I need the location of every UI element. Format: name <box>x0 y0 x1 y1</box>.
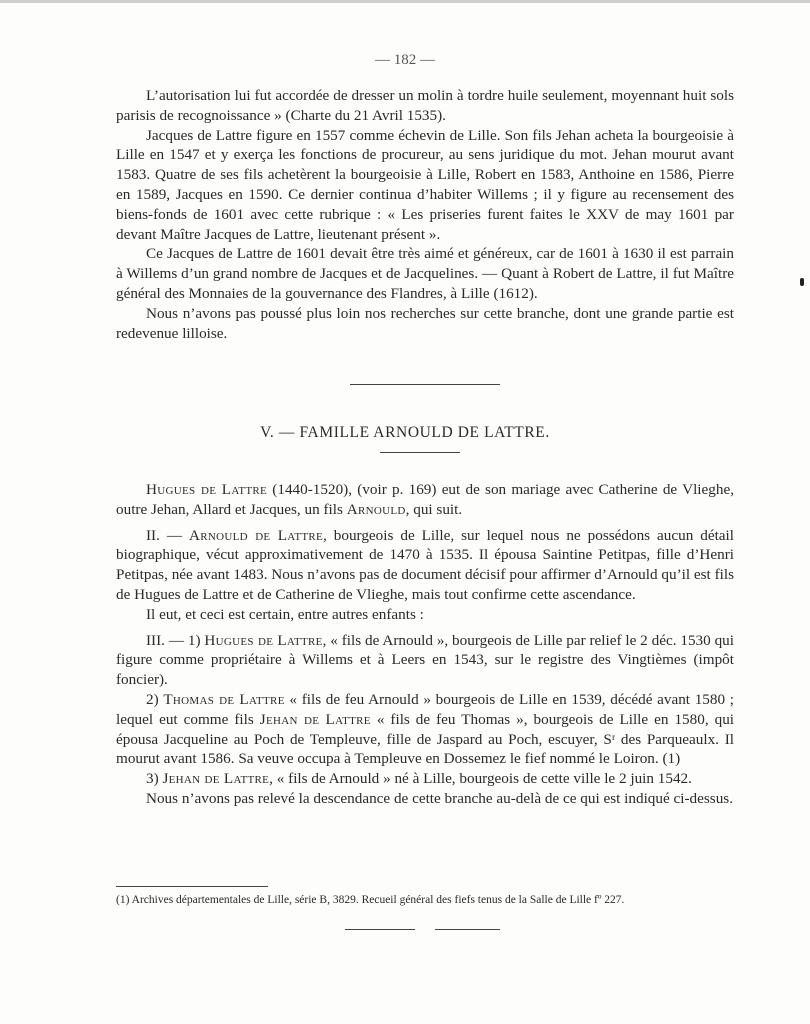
paragraph-enfants: Il eut, et ceci est certain, entre autres enfants : <box>146 605 424 623</box>
footnote-rule <box>116 886 268 887</box>
name-arnould-de-lattre: Arnould de Lattre <box>189 526 324 544</box>
paragraph-jehan: 3) Jehan de Lattre, « fils de Arnould » né à Lille, bourgeois de cette ville le 2 juin 1542. <box>146 770 692 788</box>
paragraph-authorisation: L’autorisation lui fut accordée de dresser un molin à tordre huile seulement, moyennant huit sols parisis de recognoissance » (Charte du 21 Avril 1535). <box>116 87 734 124</box>
end-rule-right <box>435 929 500 930</box>
footnote: (1) Archives départementales de Lille, série B, 3829. Recueil général des fiefs tenus de la Salle de Lille fº 227. <box>116 894 625 906</box>
paragraph-jacques-echevin: Jacques de Lattre figure en 1557 comme échevin de Lille. Son fils Jehan acheta la bourgeoisie à Lille en 1547 et y exerça les fonctions de procureur, au sens juridique du mot. Jehan mourut avant 1583. Quatre de ses fils achetèrent la bourgeoisie à Lille, Robert en 1583, Anthoine en 1586, Pierre en 1589, Jacques en 1590. Ce dernier continua d’habiter Willems ; il y figure au recensement des biens-fonds de 1601 avec cette rubrique : « Les priseries furent faites le XXV de may 1601 par devant Maître Jacques de Lattre, lieutenant présent ». <box>116 126 734 243</box>
page-top-edge <box>0 0 810 3</box>
paragraph-hugues: Hugues de Lattre (1440-1520), (voir p. 169) eut de son mariage avec Catherine de Vlieghe, outre Jehan, Allard et Jacques, un fils Arnould, qui suit. <box>116 481 734 518</box>
paragraph-thomas: 2) Thomas de Lattre « fils de feu Arnould » bourgeois de Lille en 1539, décédé avant 1580 ; lequel eut comme fils Jehan de Lattre « fils de feu Thomas », bourgeois de Lille en 1580, qui épousa Jacqueline au Poch de Templeuve, fille de Jaspard au Poch, escuyer, Sʳ des Parqueaulx. Il mourut avant 1586. Sa veuve occupa à Templeuve en Dossemez le fief nommé le Loiron. (1) <box>116 690 735 768</box>
name-jehan-fils-thomas: Jehan de Lattre <box>259 710 371 728</box>
paragraph-arnould: II. — Arnould de Lattre, bourgeois de Lille, sur lequel nous ne possédons aucun détail biographique, vécut approximativement de 1470 à 1535. Il épousa Saintine Petitpas, fille d’Henri Petitpas, née avant 1483. Nous n’avons pas de document décisif pour affirmer d’Arnould qu’il est fils de Hugues de Lattre et de Catherine de Vlieghe, mais tout confirme cette ascendance. <box>116 526 734 603</box>
paragraph-conclusion: Nous n’avons pas poussé plus loin nos recherches sur cette branche, dont une grande partie est redevenue lilloise. <box>116 304 734 342</box>
name-jehan: Jehan de Lattre <box>162 770 270 788</box>
section-divider <box>350 384 500 385</box>
section-title: V. — FAMILLE ARNOULD DE LATTRE. <box>260 424 550 441</box>
paragraph-descendance: Nous n’avons pas relevé la descendance de cette branche au-delà de ce qui est indiqué ci-dessus. <box>146 789 734 807</box>
page-number: — 182 — <box>375 52 435 68</box>
margin-ink-mark <box>800 278 804 286</box>
section-2-text <box>116 480 734 809</box>
name-hugues: Hugues de Lattre <box>146 481 268 498</box>
name-hugues-fils: Hugues de Lattre <box>204 631 323 649</box>
name-thomas: Thomas de Lattre <box>163 690 285 708</box>
name-arnould: Arnould <box>346 500 406 518</box>
end-rule-left <box>345 929 415 930</box>
section-1-text <box>116 86 734 343</box>
paragraph-hugues-fils: III. — 1) Hugues de Lattre, « fils de Arnould », bourgeois de Lille par relief le 2 déc. 1530 qui figure comme propriétaire à Willems et à Leers en 1543, sur le registre des Vingtièmes (impôt foncier). <box>116 631 734 689</box>
title-underline <box>380 452 460 453</box>
paragraph-jacques-1601: Ce Jacques de Lattre de 1601 devait être très aimé et généreux, car de 1601 à 1630 il est parrain à Willems d’un grand nombre de Jacques et de Jacquelines. — Quant à Robert de Lattre, il fut Maître général des Monnaies de la gouvernance des Flandres, à Lille (1612). <box>116 245 734 302</box>
